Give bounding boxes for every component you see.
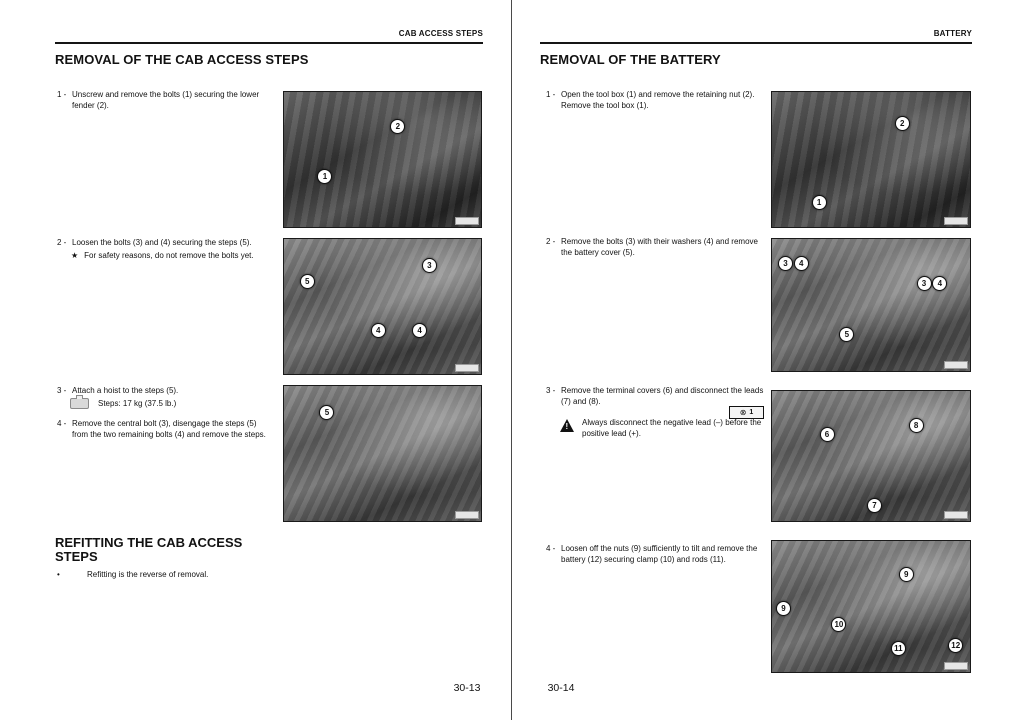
warning-note xyxy=(560,418,778,439)
step-item xyxy=(57,386,269,397)
callout-4: 4 xyxy=(794,256,809,271)
weight-icon xyxy=(70,398,89,409)
callout-9: 9 xyxy=(899,567,914,582)
step-number: 3 - xyxy=(57,386,67,395)
photo-ref-label xyxy=(944,217,968,225)
step-text: Unscrew and remove the bolts (1) securing the lower fender (2). xyxy=(72,90,260,110)
callout-3: 3 xyxy=(422,258,437,273)
callout-8: 8 xyxy=(909,418,924,433)
tool-icon: ⊗ xyxy=(739,407,747,417)
step-text: Remove the terminal covers (6) and disconnect the leads (7) and (8). xyxy=(561,386,764,406)
step-number: 4 - xyxy=(546,544,556,553)
photo-ref-label xyxy=(455,364,479,372)
page-title-right: REMOVAL OF THE BATTERY xyxy=(540,52,721,67)
figure-battery-clamp xyxy=(771,540,971,673)
callout-10: 10 xyxy=(831,617,846,632)
step-item xyxy=(546,90,767,111)
callout-3: 3 xyxy=(778,256,793,271)
step-text: Open the tool box (1) and remove the retaining nut (2). Remove the tool box (1). xyxy=(561,90,755,110)
step-number: 1 - xyxy=(57,90,67,99)
callout-1: 1 xyxy=(812,195,827,210)
weight-note xyxy=(70,398,176,409)
tool-badge-number: 1 xyxy=(749,409,754,416)
page-title-left: REMOVAL OF THE CAB ACCESS STEPS xyxy=(55,52,309,67)
photo-ref-label xyxy=(944,662,968,670)
step-item xyxy=(57,238,269,249)
refitting-note xyxy=(57,570,208,581)
figure-battery-cover xyxy=(771,238,971,372)
running-header-left: CAB ACCESS STEPS xyxy=(55,27,483,44)
refitting-title: REFITTING THE CAB ACCESS STEPS xyxy=(55,535,243,564)
step-text: Loosen the bolts (3) and (4) securing the steps (5). xyxy=(72,238,252,247)
photo-ref-label xyxy=(455,217,479,225)
step-number: 2 - xyxy=(57,238,67,247)
page-number-left: 30-13 xyxy=(453,682,481,694)
figure-steps-bolts xyxy=(283,238,482,375)
callout-4: 4 xyxy=(412,323,427,338)
step-text: Remove the central bolt (3), disengage the steps (5) from the two remaining bolts (4) and remove the steps. xyxy=(72,419,266,439)
callout-5: 5 xyxy=(839,327,854,342)
callout-6: 6 xyxy=(820,427,835,442)
safety-note xyxy=(71,251,261,262)
safety-note-text: For safety reasons, do not remove the bolts yet. xyxy=(84,251,254,260)
callout-11: 11 xyxy=(891,641,906,656)
callout-9: 9 xyxy=(776,601,791,616)
step-text: Attach a hoist to the steps (5). xyxy=(72,386,179,395)
callout-2: 2 xyxy=(895,116,910,131)
callout-12: 12 xyxy=(948,638,963,653)
callout-2: 2 xyxy=(390,119,405,134)
photo-ref-label xyxy=(944,511,968,519)
running-header-right: BATTERY xyxy=(540,27,972,44)
step-text: Loosen off the nuts (9) sufficiently to tilt and remove the battery (12) securing clamp (10) and rods (11). xyxy=(561,544,758,564)
callout-7: 7 xyxy=(867,498,882,513)
figure-lower-fender-bolts xyxy=(283,91,482,228)
step-item xyxy=(546,237,767,258)
warning-note-text: Always disconnect the negative lead (–) before the positive lead (+). xyxy=(582,418,762,438)
star-icon: ★ xyxy=(71,251,79,260)
figure-tool-box xyxy=(771,91,971,228)
page-number-right: 30-14 xyxy=(547,682,575,694)
callout-4: 4 xyxy=(371,323,386,338)
figure-steps-hoist xyxy=(283,385,482,522)
step-text: Remove the bolts (3) with their washers (4) and remove the battery cover (5). xyxy=(561,237,758,257)
callout-4: 4 xyxy=(932,276,947,291)
photo-ref-label xyxy=(944,361,968,369)
step-item xyxy=(57,90,269,111)
step-number: 2 - xyxy=(546,237,556,246)
warning-icon xyxy=(560,419,574,432)
step-number: 4 - xyxy=(57,419,67,428)
page-divider xyxy=(511,0,512,720)
refitting-note-text: Refitting is the reverse of removal. xyxy=(87,570,209,579)
callout-1: 1 xyxy=(317,169,332,184)
step-item xyxy=(57,419,269,440)
callout-3: 3 xyxy=(917,276,932,291)
step-number: 1 - xyxy=(546,90,556,99)
weight-note-text: Steps: 17 kg (37.5 lb.) xyxy=(98,399,177,408)
step-item xyxy=(546,544,767,565)
bullet-icon: • xyxy=(57,570,60,579)
figure-battery-leads xyxy=(771,390,971,522)
callout-5: 5 xyxy=(300,274,315,289)
step-item xyxy=(546,386,767,407)
photo-ref-label xyxy=(455,511,479,519)
step-number: 3 - xyxy=(546,386,556,395)
callout-5: 5 xyxy=(319,405,334,420)
